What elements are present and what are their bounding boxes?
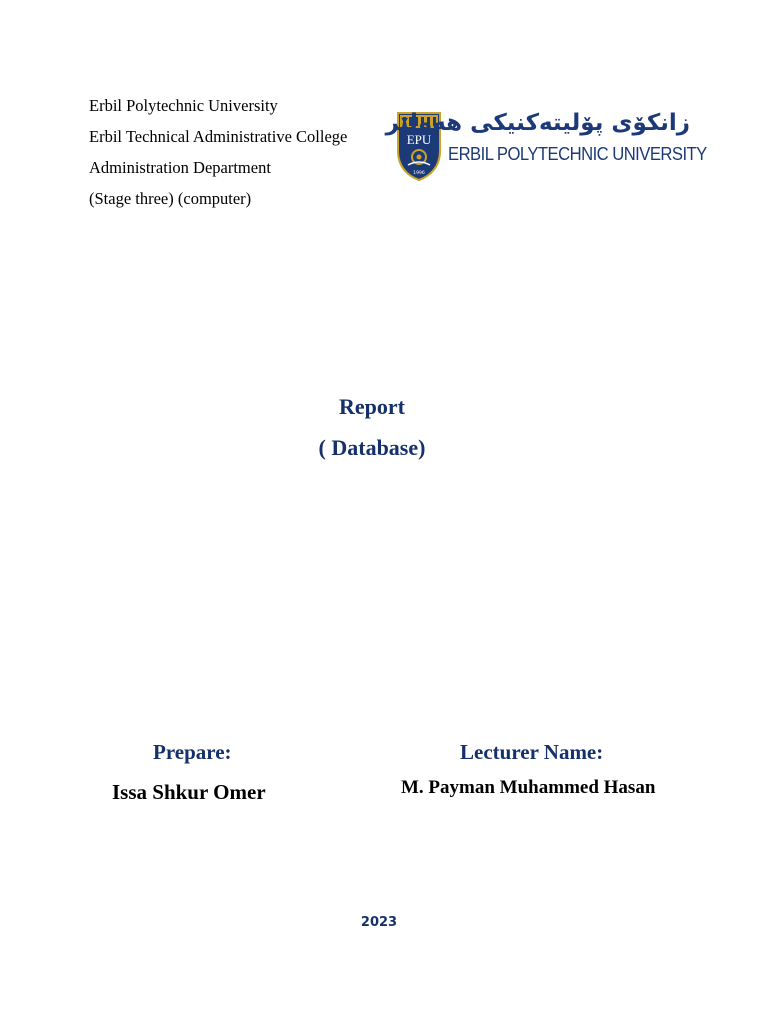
report-year: 2023 xyxy=(360,915,398,930)
logo-kurdish-name: زانكۆى پۆليتەكنيكى هەولێر xyxy=(385,110,690,136)
prepare-label: Prepare: xyxy=(153,740,232,764)
college-name: Erbil Technical Administrative College xyxy=(89,127,348,146)
department-name: Administration Department xyxy=(89,158,271,177)
shield-text: EPU xyxy=(406,132,432,147)
university-logo xyxy=(385,108,707,184)
student-name: Issa Shkur Omer xyxy=(112,780,266,804)
logo-english-name: ERBIL POLYTECHNIC UNIVERSITY xyxy=(448,143,707,164)
report-subject: ( Database) xyxy=(318,435,426,460)
shield-year: 1996 xyxy=(413,171,425,176)
lecturer-name: M. Payman Muhammed Hasan xyxy=(401,777,656,798)
stage-info: (Stage three) (computer) xyxy=(89,189,252,208)
university-name: Erbil Polytechnic University xyxy=(89,96,278,115)
lecturer-label: Lecturer Name: xyxy=(460,740,604,764)
institution-header xyxy=(89,90,347,214)
report-title: Report xyxy=(339,394,405,419)
